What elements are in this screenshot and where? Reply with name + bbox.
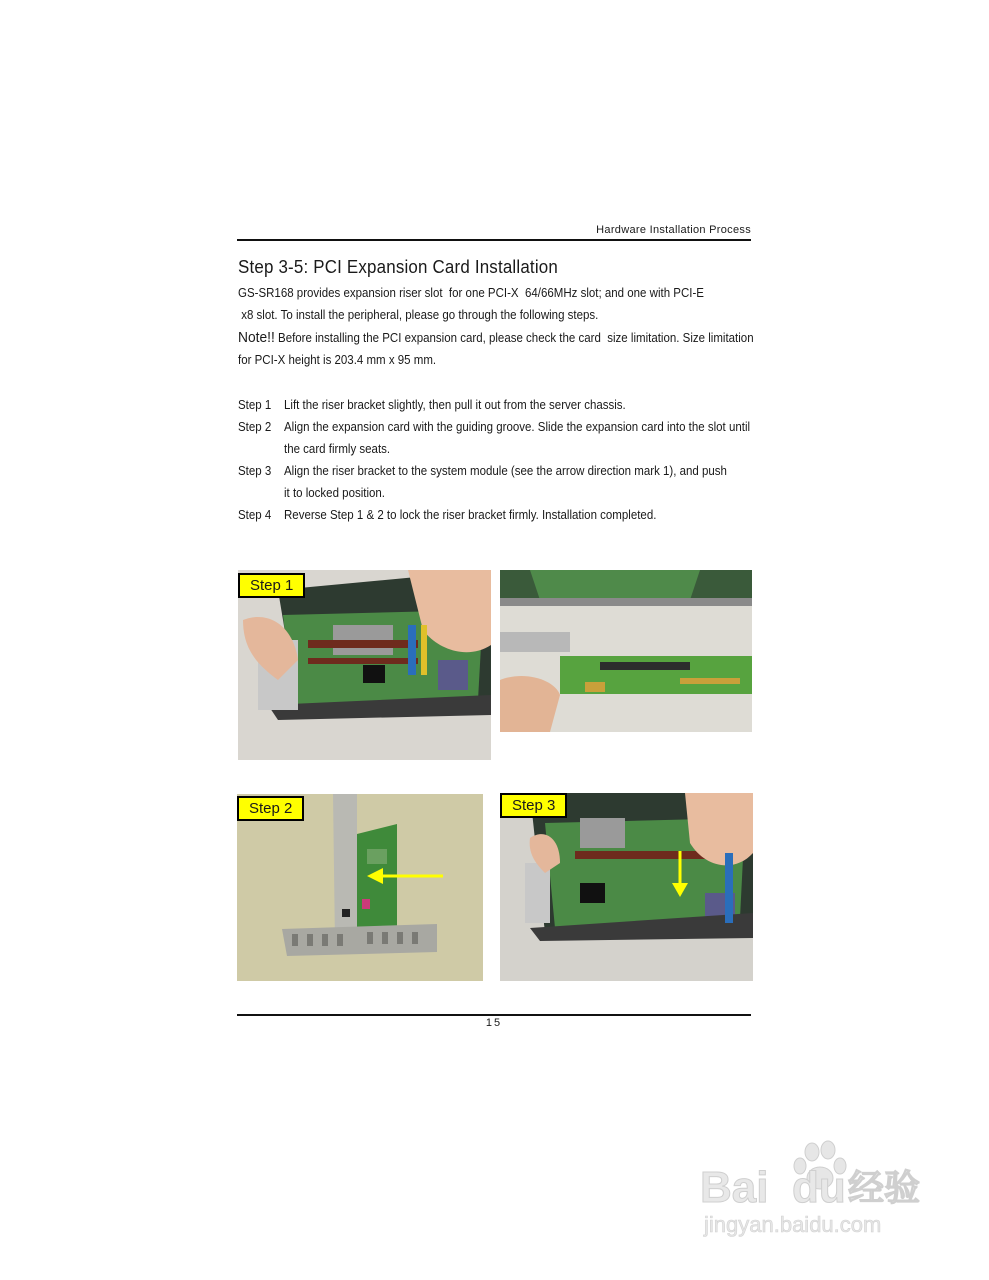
note-label: Note!!: [238, 329, 275, 346]
photo-step1: [238, 570, 491, 760]
intro-line-2: x8 slot. To install the peripheral, please go through the following steps.: [238, 308, 599, 322]
note-paragraph: [238, 327, 753, 371]
note-line-2: for PCI-X height is 203.4 mm x 95 mm.: [238, 353, 437, 367]
step-text: Lift the riser bracket slightly, then pull it out from the server chassis.: [284, 398, 626, 412]
step-label: Step 3: [238, 464, 272, 478]
baidu-logo-icon: [700, 1140, 950, 1250]
step-text: it to locked position.: [284, 486, 386, 500]
page-number: 15: [485, 1017, 503, 1029]
step-item: [238, 394, 753, 416]
step3-tag: Step 3: [500, 793, 567, 818]
header-rule: [237, 239, 751, 241]
section-title: Step 3-5: PCI Expansion Card Installation: [238, 257, 558, 277]
photo-riser-card: [500, 570, 752, 732]
baidu-jingyan-watermark: [700, 1140, 950, 1250]
step-text: Align the riser bracket to the system module (see the arrow direction mark 1), and push: [284, 464, 727, 478]
running-header: Hardware Installation Process: [596, 224, 751, 236]
step1-tag: Step 1: [238, 573, 305, 598]
intro-paragraph: [238, 282, 735, 326]
step-item: [238, 460, 753, 504]
watermark-url: jingyan.baidu.com: [704, 1212, 882, 1237]
note-line-1: Before installing the PCI expansion card, please check the card size limitation. Size limitation: [274, 331, 754, 345]
step-text: the card firmly seats.: [284, 442, 391, 456]
step2-tag: Step 2: [237, 796, 304, 821]
step-item: [238, 504, 753, 526]
watermark-brand2: du: [792, 1163, 846, 1212]
footer-rule: [237, 1014, 751, 1016]
step-label: Step 2: [238, 420, 272, 434]
watermark-cn: 经验: [848, 1168, 921, 1209]
step-label: Step 4: [238, 508, 272, 522]
watermark-brand: Bai: [700, 1163, 769, 1212]
intro-line-1: GS-SR168 provides expansion riser slot for one PCI-X 64/66MHz slot; and one with PCI-E: [238, 286, 704, 300]
step-list: [238, 394, 753, 526]
step-text: Reverse Step 1 & 2 to lock the riser bracket firmly. Installation completed.: [284, 508, 657, 522]
step-text: Align the expansion card with the guiding groove. Slide the expansion card into the slot until: [284, 420, 751, 434]
photo-step3: [500, 793, 753, 981]
photo-step2: [237, 794, 483, 981]
step-item: [238, 416, 753, 460]
step-label: Step 1: [238, 398, 272, 412]
